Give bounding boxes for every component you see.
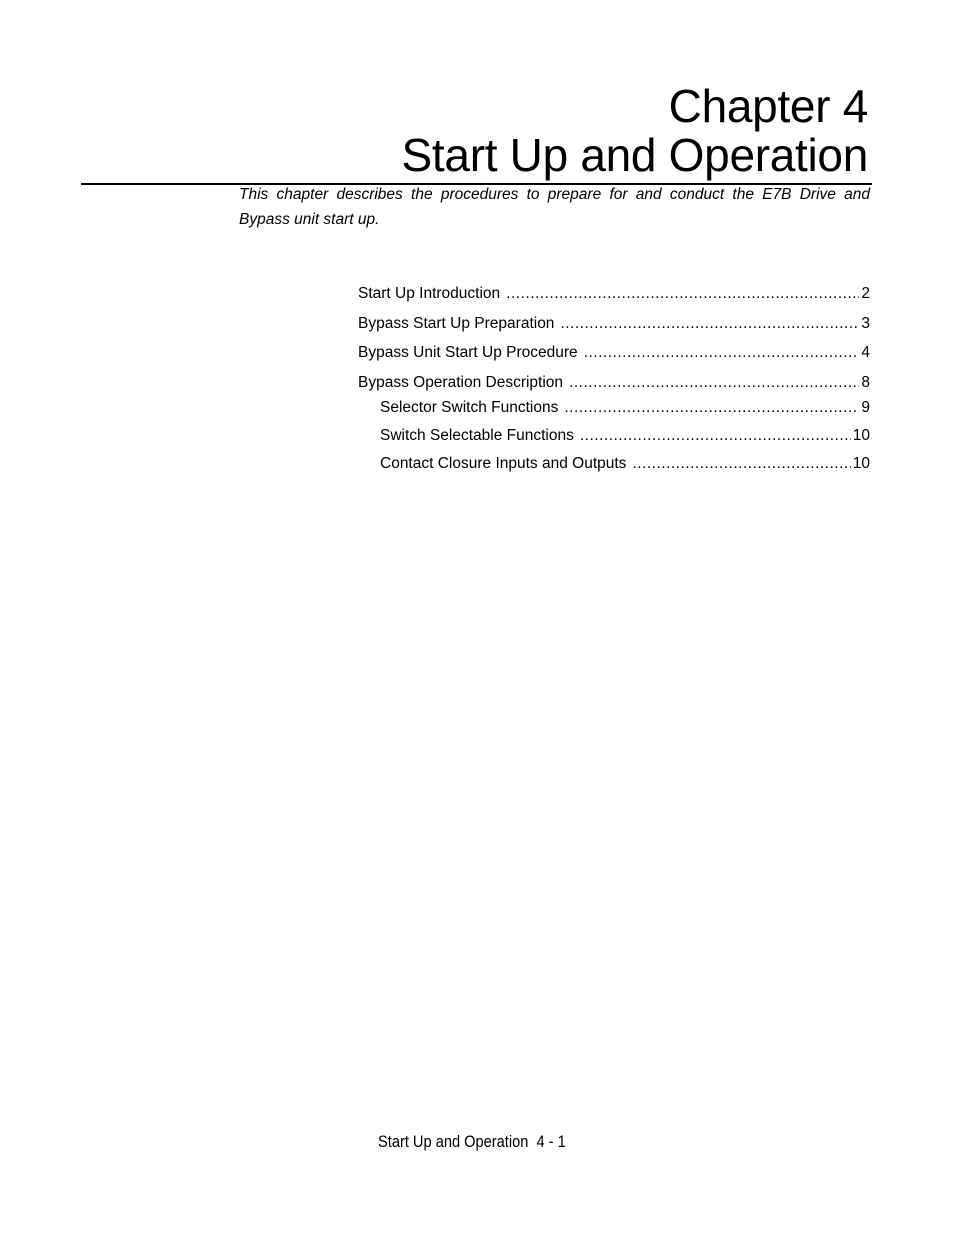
chapter-title: Start Up and Operation [401,129,868,181]
toc-dot-leader [569,371,859,395]
chapter-number: Chapter 4 [668,80,868,132]
toc-entry[interactable] [358,282,870,312]
toc-entry[interactable] [358,312,870,342]
toc-entry-title: Contact Closure Inputs and Outputs [380,454,627,472]
toc-entry-page: 2 [861,285,870,302]
toc-entry-title: Bypass Unit Start Up Procedure [358,344,578,361]
toc-entry-page: 10 [852,426,870,444]
toc-dot-leader [632,452,850,476]
chapter-intro: This chapter describes the procedures to prepare for and conduct the E7B Drive and Bypass unit start up. [239,186,870,228]
toc-entry-page: 10 [852,454,870,472]
toc-entry-title: Bypass Start Up Preparation [358,314,555,332]
toc-entry-page: 8 [861,373,870,391]
toc-subentry[interactable] [358,424,870,452]
toc-entry-title: Start Up Introduction [358,285,501,302]
toc-entry-title: Selector Switch Functions [380,398,559,416]
toc-dot-leader [506,282,859,306]
toc-entry-page: 4 [861,344,870,361]
toc-subentry[interactable] [358,452,870,480]
toc-entry[interactable] [358,371,870,396]
chapter-heading [402,82,868,180]
toc-subentry[interactable] [358,396,870,424]
table-of-contents [358,282,870,480]
toc-dot-leader [584,341,860,365]
toc-entry-page: 9 [861,398,870,416]
toc-entry-page: 3 [861,314,870,332]
page-footer: Start Up and Operation 4 - 1 [378,1132,566,1151]
toc-dot-leader [564,396,859,420]
toc-entry-title: Bypass Operation Description [358,373,564,391]
toc-entry[interactable] [358,341,870,371]
toc-entry-title: Switch Selectable Functions [380,426,574,444]
toc-dot-leader [580,424,851,448]
toc-dot-leader [560,312,859,336]
